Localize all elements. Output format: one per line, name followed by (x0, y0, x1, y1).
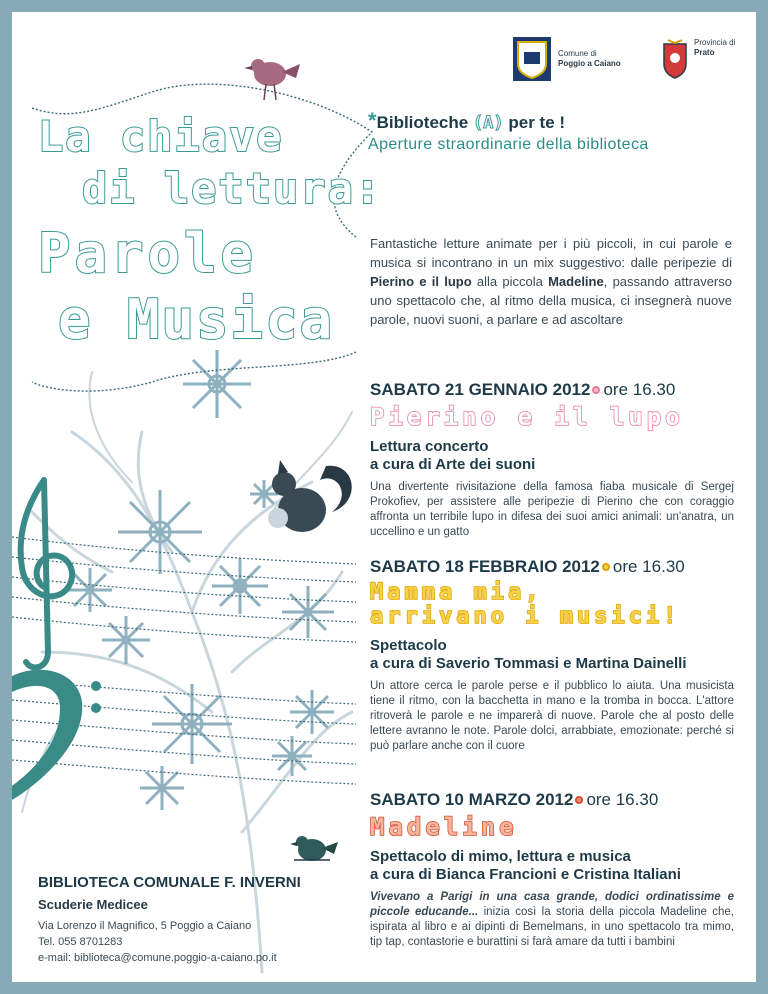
event-description (370, 890, 734, 950)
event-kind-line2: a cura di Arte dei suoni (370, 456, 536, 474)
event-title (370, 581, 734, 629)
intro-bold2: Madeline (548, 274, 604, 289)
bass-clef-icon (12, 670, 101, 800)
event-kind-line2: a cura di Saverio Tommasi e Martina Dainelli (370, 655, 687, 673)
slogan-word1: Biblioteche (376, 113, 469, 132)
comune-crest-icon (512, 36, 552, 82)
event-mamma-mia (370, 557, 734, 754)
comune-logo (512, 36, 621, 82)
title-line-3: Parole (38, 222, 258, 285)
event-kind-line1: Spettacolo di mimo, lettura e musica (370, 848, 631, 866)
event-title: Pierino e il lupo (370, 403, 684, 431)
intro-bold1: Pierino e il lupo (370, 274, 472, 289)
event-date-line (370, 380, 734, 400)
poster (12, 12, 756, 982)
slogan (368, 108, 649, 154)
slogan-word2: per te ! (508, 113, 566, 132)
event-date: SABATO 18 FEBBRAIO 2012 (370, 557, 600, 576)
bullet-dot-icon (592, 386, 600, 394)
intro-paragraph (370, 234, 732, 329)
event-title: Madeline (370, 813, 518, 841)
library-info (38, 874, 358, 966)
bullet-dot-icon (602, 563, 610, 571)
event-date-line (370, 790, 734, 810)
library-subtitle: Scuderie Medicee (38, 897, 148, 912)
slogan-star: * (368, 108, 377, 133)
slogan-accent: (A) (472, 113, 504, 133)
provincia-crest-icon (660, 38, 690, 82)
event-description: Una divertente rivisitazione della famosa fiaba musicale di Sergej Prokofiev, per assistere alle peripezie di Pierino che con coraggio affronta un terribile lupo in difesa dei suoi amici animali: un'anatra, un uccellino e un gatto (370, 481, 734, 539)
bird-icon (244, 59, 300, 100)
bullet-dot-icon (575, 796, 583, 804)
provincia-logo (660, 38, 735, 82)
event-date: SABATO 21 GENNAIO 2012 (370, 380, 591, 399)
small-bird-icon (290, 836, 338, 861)
comune-line1: Comune di (558, 49, 597, 58)
slogan-subtitle: Aperture straordinarie della biblioteca (368, 136, 649, 153)
event-description: Un attore cerca le parole perse e il pubblico lo aiuta. Una musicista tiene il ritmo, con la bacchetta in mano e la tromba in bocca. L'attore ritroverà le parole e ne imparerà di nuove. Parole che al posto delle lettere avranno le note. Parole dolci, arrabbiate, emozionate: perché si può parlare anche con il cuore (370, 680, 734, 753)
title-line-1: La chiave (38, 112, 284, 161)
library-email: e-mail: biblioteca@comune.poggio-a-caiano.po.it (38, 952, 277, 964)
event-time: ore 16.30 (612, 557, 685, 576)
event-date: SABATO 10 MARZO 2012 (370, 790, 574, 809)
event-time: ore 16.30 (603, 380, 676, 399)
event-kind-line2: a cura di Bianca Francioni e Cristina Italiani (370, 866, 681, 884)
provincia-line2: Prato (694, 48, 715, 57)
event-title-line1: Mamma mia, (370, 580, 543, 605)
intro-part2: alla piccola (471, 274, 549, 289)
title-line-4: e Musica (58, 288, 335, 351)
intro-part1: Fantastiche letture animate per i più piccoli, in cui parole e musica si incontrano in un mix suggestivo: dalle peripezie di (370, 236, 732, 270)
event-description-rest: inizia così la storia della piccola Madeline che, ispirata al libro e ai dipinti di Bemelmans, in uno spettacolo tra mimo, tip tap, contastorie e burattini si farà amare da tutti i bambini (370, 906, 734, 949)
event-kind-line1: Lettura concerto (370, 438, 489, 456)
event-kind (370, 848, 734, 884)
event-kind (370, 438, 734, 474)
comune-line2: Poggio a Caiano (558, 59, 621, 68)
event-kind (370, 637, 734, 673)
event-kind-line1: Spettacolo (370, 637, 447, 655)
event-date-line (370, 557, 734, 577)
library-address: Via Lorenzo il Magnifico, 5 Poggio a Caiano (38, 920, 252, 932)
treble-clef-icon (21, 480, 72, 667)
squirrel-icon (268, 460, 352, 532)
library-name: BIBLIOTECA COMUNALE F. INVERNI (38, 874, 301, 891)
title-line-2: di lettura: (82, 164, 383, 213)
library-phone: Tel. 055 8701283 (38, 936, 123, 948)
event-title-line2: arrivano i musici! (370, 604, 681, 630)
provincia-line1: Provincia di (694, 38, 736, 47)
event-description-lead: Vivevano a Parigi in una casa grande, dodici ordinatissime e piccole educande... (370, 891, 734, 919)
event-madeline (370, 790, 734, 950)
snowflakes-illustration (68, 350, 334, 810)
slogan-heading (368, 108, 649, 134)
intro-part3: , passando attraverso uno spettacolo che, al ritmo della musica, ci insegnerà nuove parole, nuovi suoni, a parlare e ad ascoltare (370, 274, 732, 327)
event-time: ore 16.30 (586, 790, 659, 809)
event-pierino (370, 380, 734, 540)
